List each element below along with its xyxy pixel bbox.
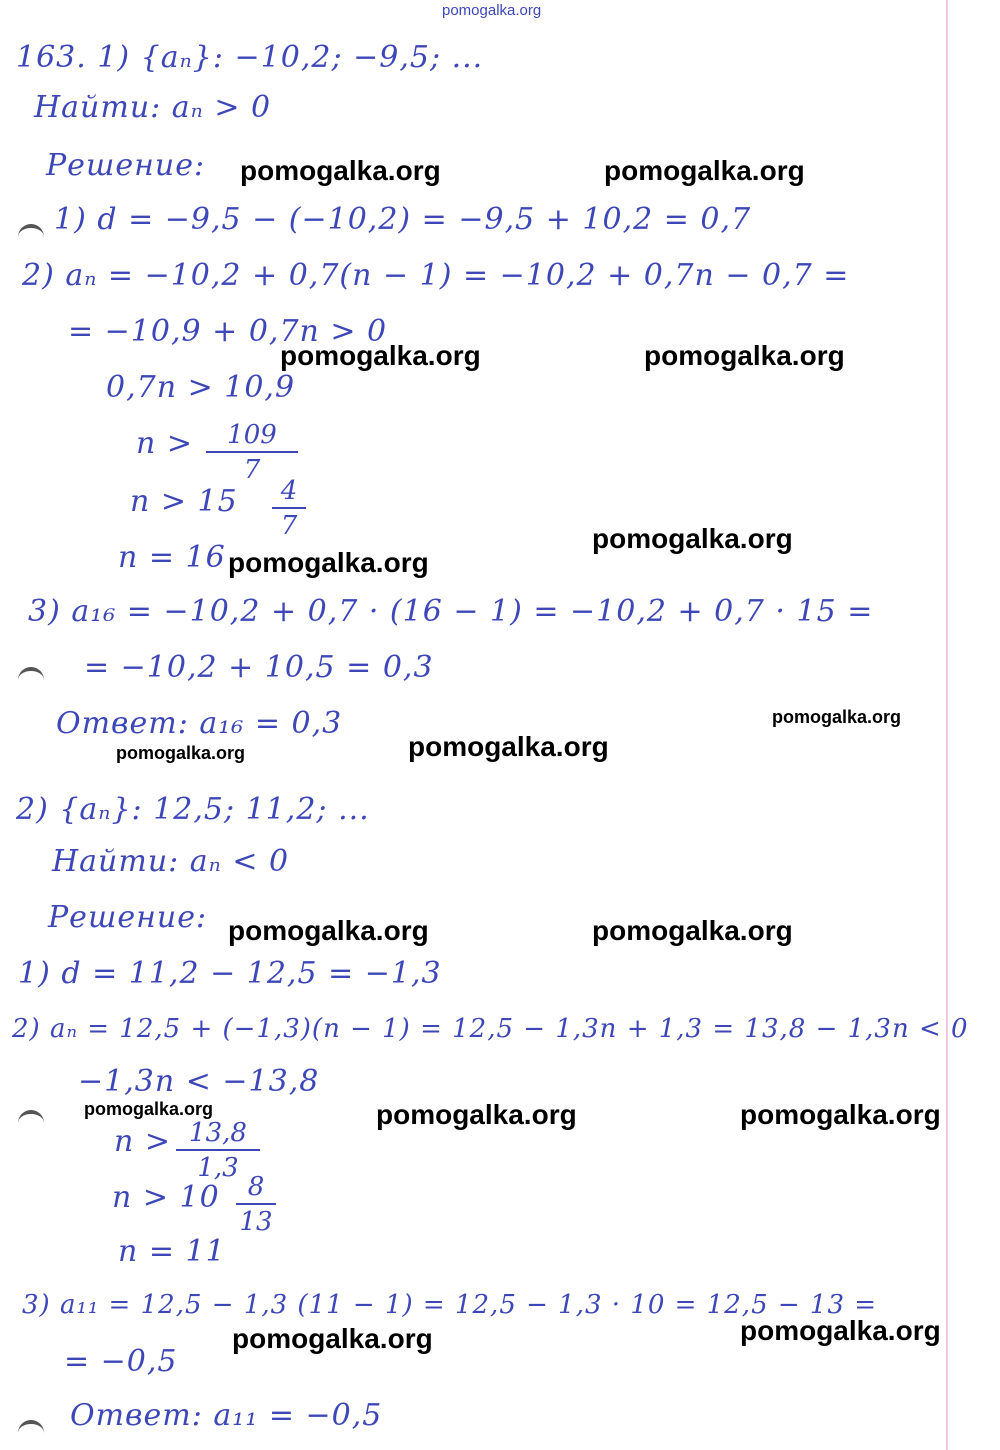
fraction-numerator: 109 (227, 420, 277, 450)
watermark: pomogalka.org (232, 1323, 433, 1354)
problem-header: 163. 1) {aₙ}: −10,2; −9,5; ... (16, 40, 484, 75)
watermark: pomogalka.org (644, 340, 845, 371)
watermark: pomogalka.org (240, 155, 441, 186)
watermark: pomogalka.org (604, 155, 805, 186)
fraction-bar (272, 507, 306, 509)
notebook-margin-line (946, 0, 948, 1450)
step-general-term: 2) aₙ = 12,5 + (−1,3)(n − 1) = 12,5 − 1,3n + 1,3 = 13,8 − 1,3n < 0 (12, 1014, 969, 1044)
watermark: pomogalka.org (228, 915, 429, 946)
fraction-numerator: 4 (280, 476, 298, 506)
mixed-number-fraction (236, 1172, 276, 1237)
step-general-term: 2) aₙ = −10,2 + 0,7(n − 1) = −10,2 + 0,7n − 0,7 = (22, 258, 850, 293)
watermark: pomogalka.org (228, 547, 429, 578)
punch-mark (18, 1420, 44, 1438)
watermark: pomogalka.org (84, 1099, 214, 1119)
fraction-denominator: 7 (280, 511, 298, 541)
step-term-value-cont: = −10,2 + 10,5 = 0,3 (84, 650, 434, 685)
fraction-numerator: 13,8 (189, 1118, 247, 1148)
find-line: Найти: aₙ > 0 (34, 90, 272, 125)
n-value: n = 11 (118, 1234, 226, 1269)
fraction-denominator: 7 (243, 455, 261, 485)
watermark: pomogalka.org (376, 1099, 577, 1130)
step-general-term-cont: = −10,9 + 0,7n > 0 (68, 314, 388, 349)
watermark: pomogalka.org (592, 915, 793, 946)
n-value: n = 16 (118, 540, 226, 575)
watermark: pomogalka.org (740, 1315, 941, 1346)
watermark: pomogalka.org (280, 340, 481, 371)
mixed-number-left: n > 10 (112, 1180, 220, 1215)
mixed-number-fraction (272, 476, 306, 541)
answer-line: Ответ: a₁₁ = −0,5 (70, 1398, 383, 1433)
header-watermark: pomogalka.org (442, 2, 542, 19)
step-difference: 1) d = 11,2 − 12,5 = −1,3 (18, 956, 442, 991)
mixed-number-left: n > 15 (130, 484, 238, 519)
solution-heading: Решение: (46, 148, 206, 183)
fraction-denominator: 13 (239, 1207, 273, 1237)
step-inequality: 0,7n > 10,9 (106, 370, 296, 405)
inequality-fraction-left: n > (136, 426, 193, 461)
punch-mark (18, 1110, 44, 1128)
step-term-value-cont: = −0,5 (64, 1344, 178, 1379)
find-line: Найти: aₙ < 0 (52, 844, 290, 879)
fraction-denominator: 1,3 (197, 1153, 239, 1183)
step-difference: 1) d = −9,5 − (−10,2) = −9,5 + 10,2 = 0,7 (54, 202, 752, 237)
answer-line: Ответ: a₁₆ = 0,3 (56, 706, 343, 741)
step-inequality: −1,3n < −13,8 (78, 1064, 320, 1099)
watermark: pomogalka.org (592, 523, 793, 554)
solution-heading: Решение: (48, 900, 208, 935)
watermark: pomogalka.org (740, 1099, 941, 1130)
punch-mark (18, 224, 44, 242)
step-term-value: 3) a₁₆ = −10,2 + 0,7 · (16 − 1) = −10,2 + 0,7 · 15 = (28, 594, 874, 629)
fraction-bar (206, 451, 298, 453)
watermark: pomogalka.org (116, 743, 246, 763)
fraction-numerator: 8 (247, 1172, 265, 1202)
fraction-bar (236, 1203, 276, 1205)
problem-header: 2) {aₙ}: 12,5; 11,2; ... (16, 792, 370, 827)
punch-mark (18, 667, 44, 685)
step-term-value: 3) a₁₁ = 12,5 − 1,3 (11 − 1) = 12,5 − 1,3 · 10 = 12,5 − 13 = (22, 1290, 878, 1320)
watermark: pomogalka.org (408, 731, 609, 762)
fraction-bar (176, 1149, 260, 1151)
watermark: pomogalka.org (772, 707, 902, 727)
inequality-fraction-left: n > (114, 1124, 171, 1159)
